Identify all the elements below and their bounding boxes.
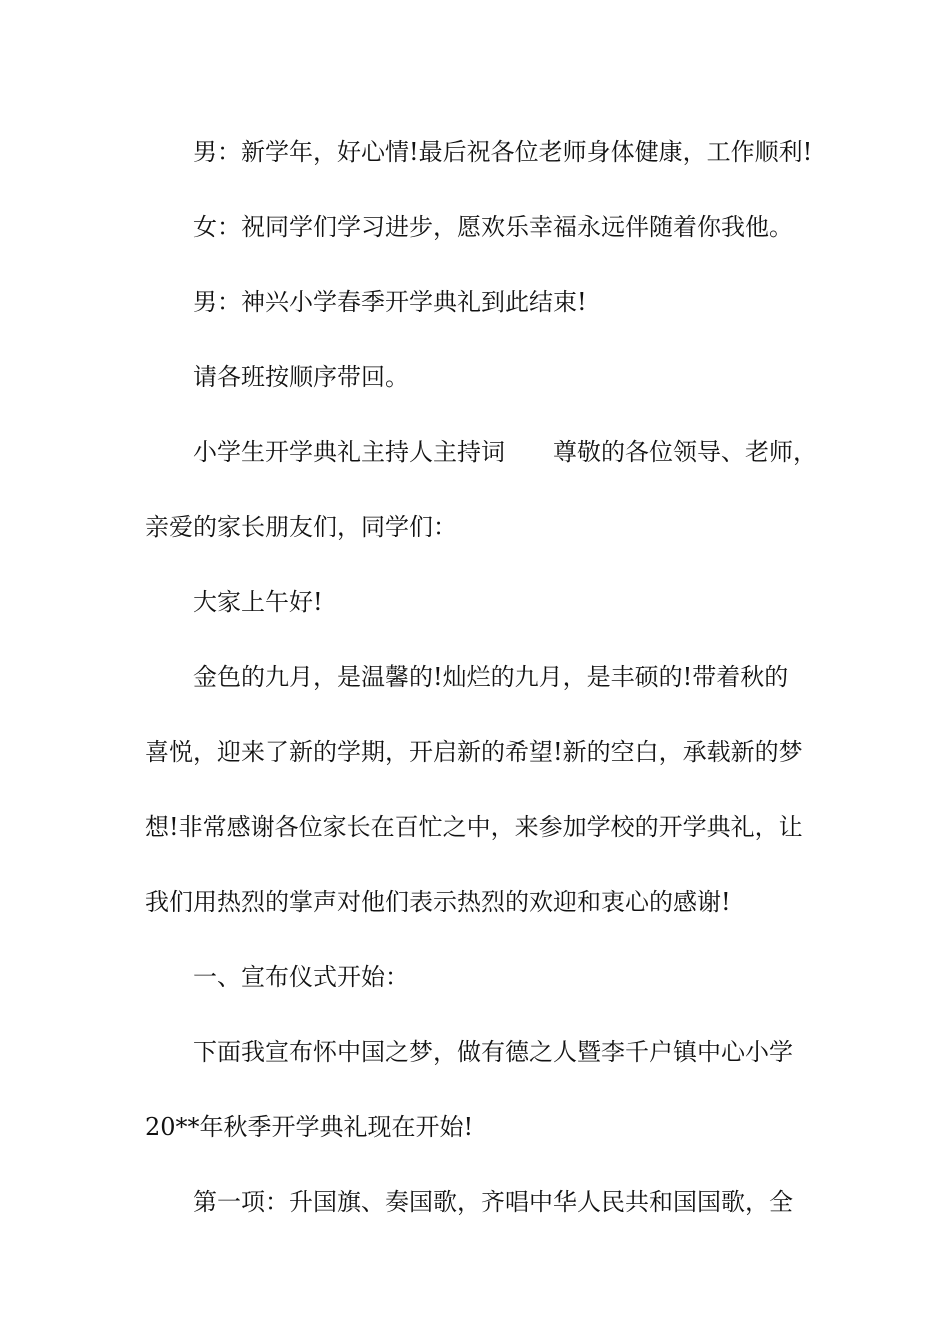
text-line: 女：祝同学们学习进步，愿欢乐幸福永远伴随着你我他。 bbox=[193, 213, 793, 241]
text-line: 亲爱的家长朋友们，同学们： bbox=[145, 513, 457, 541]
text-line: 20**年秋季开学典礼现在开始! bbox=[145, 1113, 474, 1141]
speech-greeting: 尊敬的各位领导、老师， bbox=[553, 438, 817, 466]
speech-title: 小学生开学典礼主持人主持词 bbox=[193, 438, 505, 466]
text-line: 第一项：升国旗、奏国歌，齐唱中华人民共和国国歌，全 bbox=[193, 1188, 793, 1216]
text-line: 想!非常感谢各位家长在百忙之中，来参加学校的开学典礼，让 bbox=[145, 813, 803, 841]
text-line: 男：新学年，好心情!最后祝各位老师身体健康，工作顺利! bbox=[193, 138, 813, 166]
text-line: 请各班按顺序带回。 bbox=[193, 363, 409, 391]
text-line: 大家上午好! bbox=[193, 588, 323, 616]
text-line: 喜悦，迎来了新的学期，开启新的希望!新的空白，承载新的梦 bbox=[145, 738, 803, 766]
text-line bbox=[193, 437, 817, 467]
text-line: 金色的九月，是温馨的!灿烂的九月，是丰硕的!带着秋的 bbox=[193, 663, 789, 691]
section-heading: 一、宣布仪式开始： bbox=[193, 963, 409, 991]
text-line: 下面我宣布怀中国之梦，做有德之人暨李千户镇中心小学 bbox=[193, 1038, 793, 1066]
text-line: 男：神兴小学春季开学典礼到此结束! bbox=[193, 288, 587, 316]
text-line: 我们用热烈的掌声对他们表示热烈的欢迎和衷心的感谢! bbox=[145, 888, 731, 916]
